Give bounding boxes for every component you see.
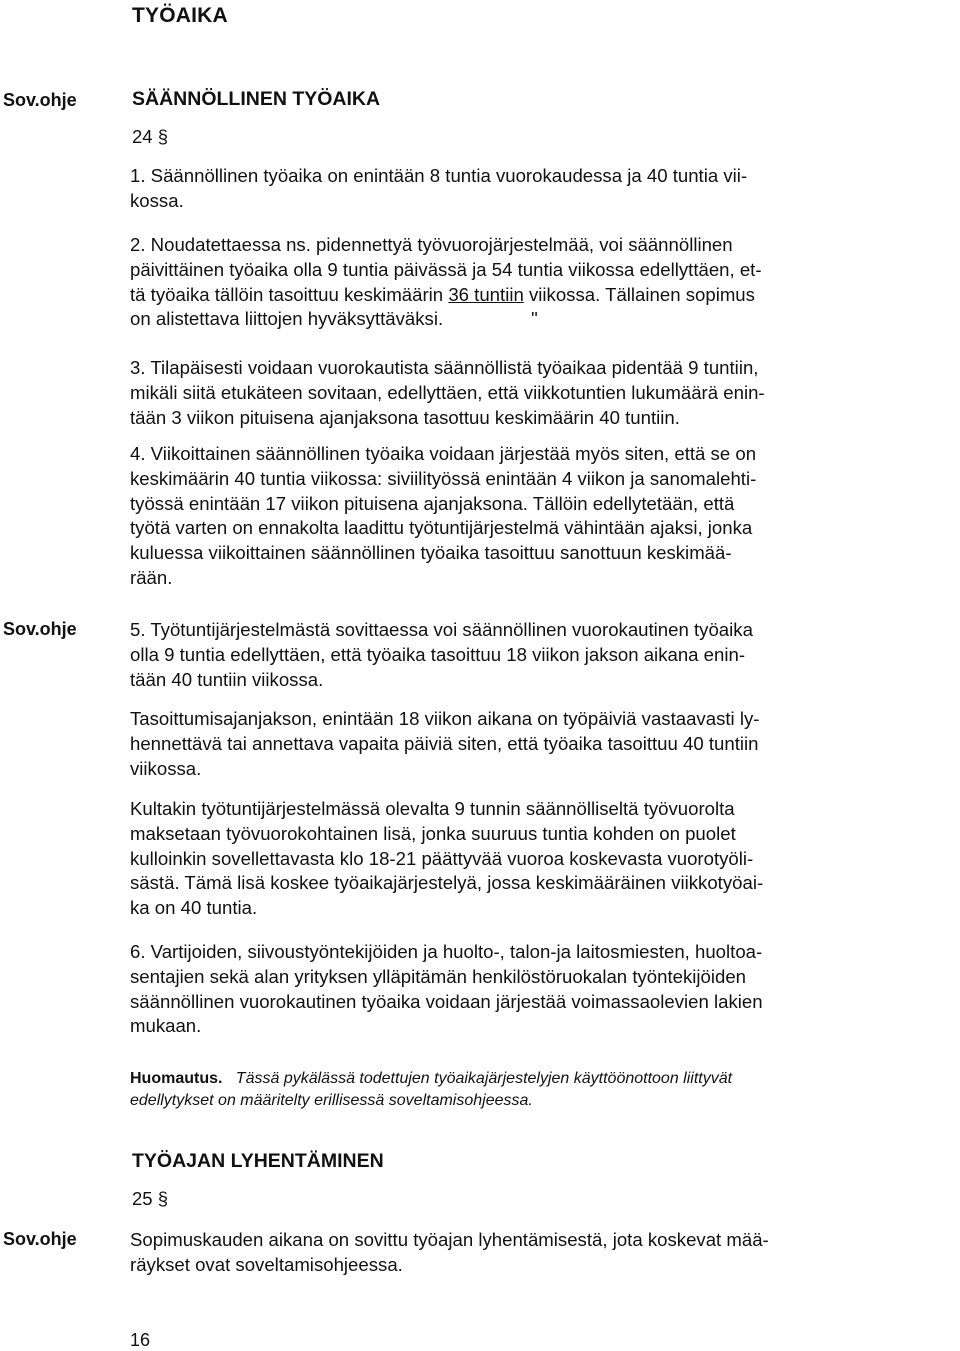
note-label: Huomautus. [130,1070,223,1087]
paragraph-2 [130,233,955,332]
text-line: 6. Vartijoiden, siivoustyöntekijöiden ja huolto-, talon-ja laitosmiesten, huoltoa- [130,941,763,962]
text-line: ka on 40 tuntia. [130,897,258,919]
page-title: TYÖAIKA [132,4,228,27]
text-line: kossa. [130,189,184,211]
text-line: tään 40 tuntiin viikossa. [130,668,324,690]
side-label-sov-ohje: Sov.ohje [3,619,77,639]
paragraph-3 [130,356,955,430]
text-line [130,283,955,308]
text-line: 4. Viikoittainen säännöllinen työaika voidaan järjestää myös siten, että se on [130,443,757,464]
text-run: on alistettava liittojen hyväksyttäväksi. [130,308,444,330]
paragraph-25-1 [130,1228,955,1278]
text-line: Kultakin työtuntijärjestelmässä olevalta 9 tunnin säännölliseltä työvuorolta [130,798,735,819]
text-line: Tasoittumisajanjakson, enintään 18 viikon aikana on työpäiviä vastaavasti ly- [130,708,760,729]
text-line: työssä enintään 17 viikon pituisena ajanjaksona. Tällöin edellytetään, että [130,492,735,514]
text-line: maksetaan työvuorokohtainen lisä, jonka suuruus tuntia kohden on puolet [130,822,736,844]
text-line: kuluessa viikoittainen säännöllinen työaika tasoittuu sanottuun keskimää- [130,542,732,564]
text-line: viikossa. [130,757,202,779]
paragraph-4 [130,442,955,591]
text-line [130,307,955,332]
text-line: mukaan. [130,1015,202,1037]
page-number: 16 [130,1330,151,1350]
underlined-text: 36 tuntiin [448,283,524,305]
paragraph-6 [130,940,955,1039]
section-heading: SÄÄNNÖLLINEN TYÖAIKA [132,88,381,110]
text-line: räykset ovat soveltamisohjeessa. [130,1253,403,1275]
text-line: olla 9 tuntia edellyttäen, että työaika tasoittuu 18 viikon jakson aikana enin- [130,643,746,665]
paragraph-5 [130,618,955,692]
text-line: rään. [130,566,173,588]
note [130,1068,955,1112]
side-label-sov-ohje: Sov.ohje [3,1229,77,1249]
text-line: työtä varten on ennakolta laadittu työtuntijärjestelmä vähintään ajaksi, jonka [130,517,753,539]
note-line: edellytykset on määritelty erillisessä soveltamisohjeessa. [130,1092,533,1109]
paragraph-1 [130,164,955,214]
text-line: sästä. Tämä lisä koskee työaikajärjestelyä, jossa keskimääräinen viikkotyöai- [130,872,764,894]
text-line: säännöllinen vuorokautinen työaika voidaan järjestää voimassaolevien lakien [130,990,763,1012]
side-label-sov-ohje: Sov.ohje [3,90,77,110]
text-line: keskimäärin 40 tuntia viikossa: siviilityössä enintään 4 viikon ja sanomalehti- [130,467,757,489]
text-line: sentajien sekä alan yrityksen ylläpitämän henkilöstöruokalan työntekijöiden [130,965,747,987]
text-line: tään 3 viikon pituisena ajanjaksona tasottuu keskimäärin 40 tuntiin. [130,406,680,428]
text-line: kulloinkin sovellettavasta klo 18-21 päättyvää vuoroa koskevasta vuorotyöli- [130,847,754,869]
text-line: mikäli siitä etukäteen sovitaan, edellyttäen, että viikkotuntien lukumäärä enin- [130,381,765,403]
section-heading: TYÖAJAN LYHENTÄMINEN [132,1150,384,1172]
text-line: päivittäinen työaika olla 9 tuntia päivässä ja 54 tuntia viikossa edellyttäen, et- [130,258,762,280]
text-run: tä työaika tällöin tasoittuu keskimäärin [130,283,449,305]
text-line: 1. Säännöllinen työaika on enintään 8 tuntia vuorokaudessa ja 40 tuntia vii- [130,165,748,186]
text-line: hennettävä tai annettava vapaita päiviä siten, että työaika tasoittuu 40 tuntiin [130,732,759,754]
paragraph-5b [130,707,955,781]
section-number: 25 § [132,1188,169,1209]
text-line: 3. Tilapäisesti voidaan vuorokautista säännöllistä työaikaa pidentää 9 tuntiin, [130,357,759,378]
text-run: viikossa. Tällainen sopimus [523,283,755,305]
note-text: Tässä pykälässä todettujen työaikajärjestelyjen käyttöönottoon liittyvät [235,1070,733,1087]
quote-mark: " [531,308,538,330]
text-line: 5. Työtuntijärjestelmästä sovittaessa voi säännöllinen vuorokautinen työaika [130,619,753,640]
note-line [130,1068,955,1090]
paragraph-5c [130,797,955,921]
text-line: 2. Noudatettaessa ns. pidennettyä työvuorojärjestelmää, voi säännöllinen [130,234,733,255]
section-number: 24 § [132,126,169,147]
text-line: Sopimuskauden aikana on sovittu työajan lyhentämisestä, jota koskevat mää- [130,1229,769,1250]
